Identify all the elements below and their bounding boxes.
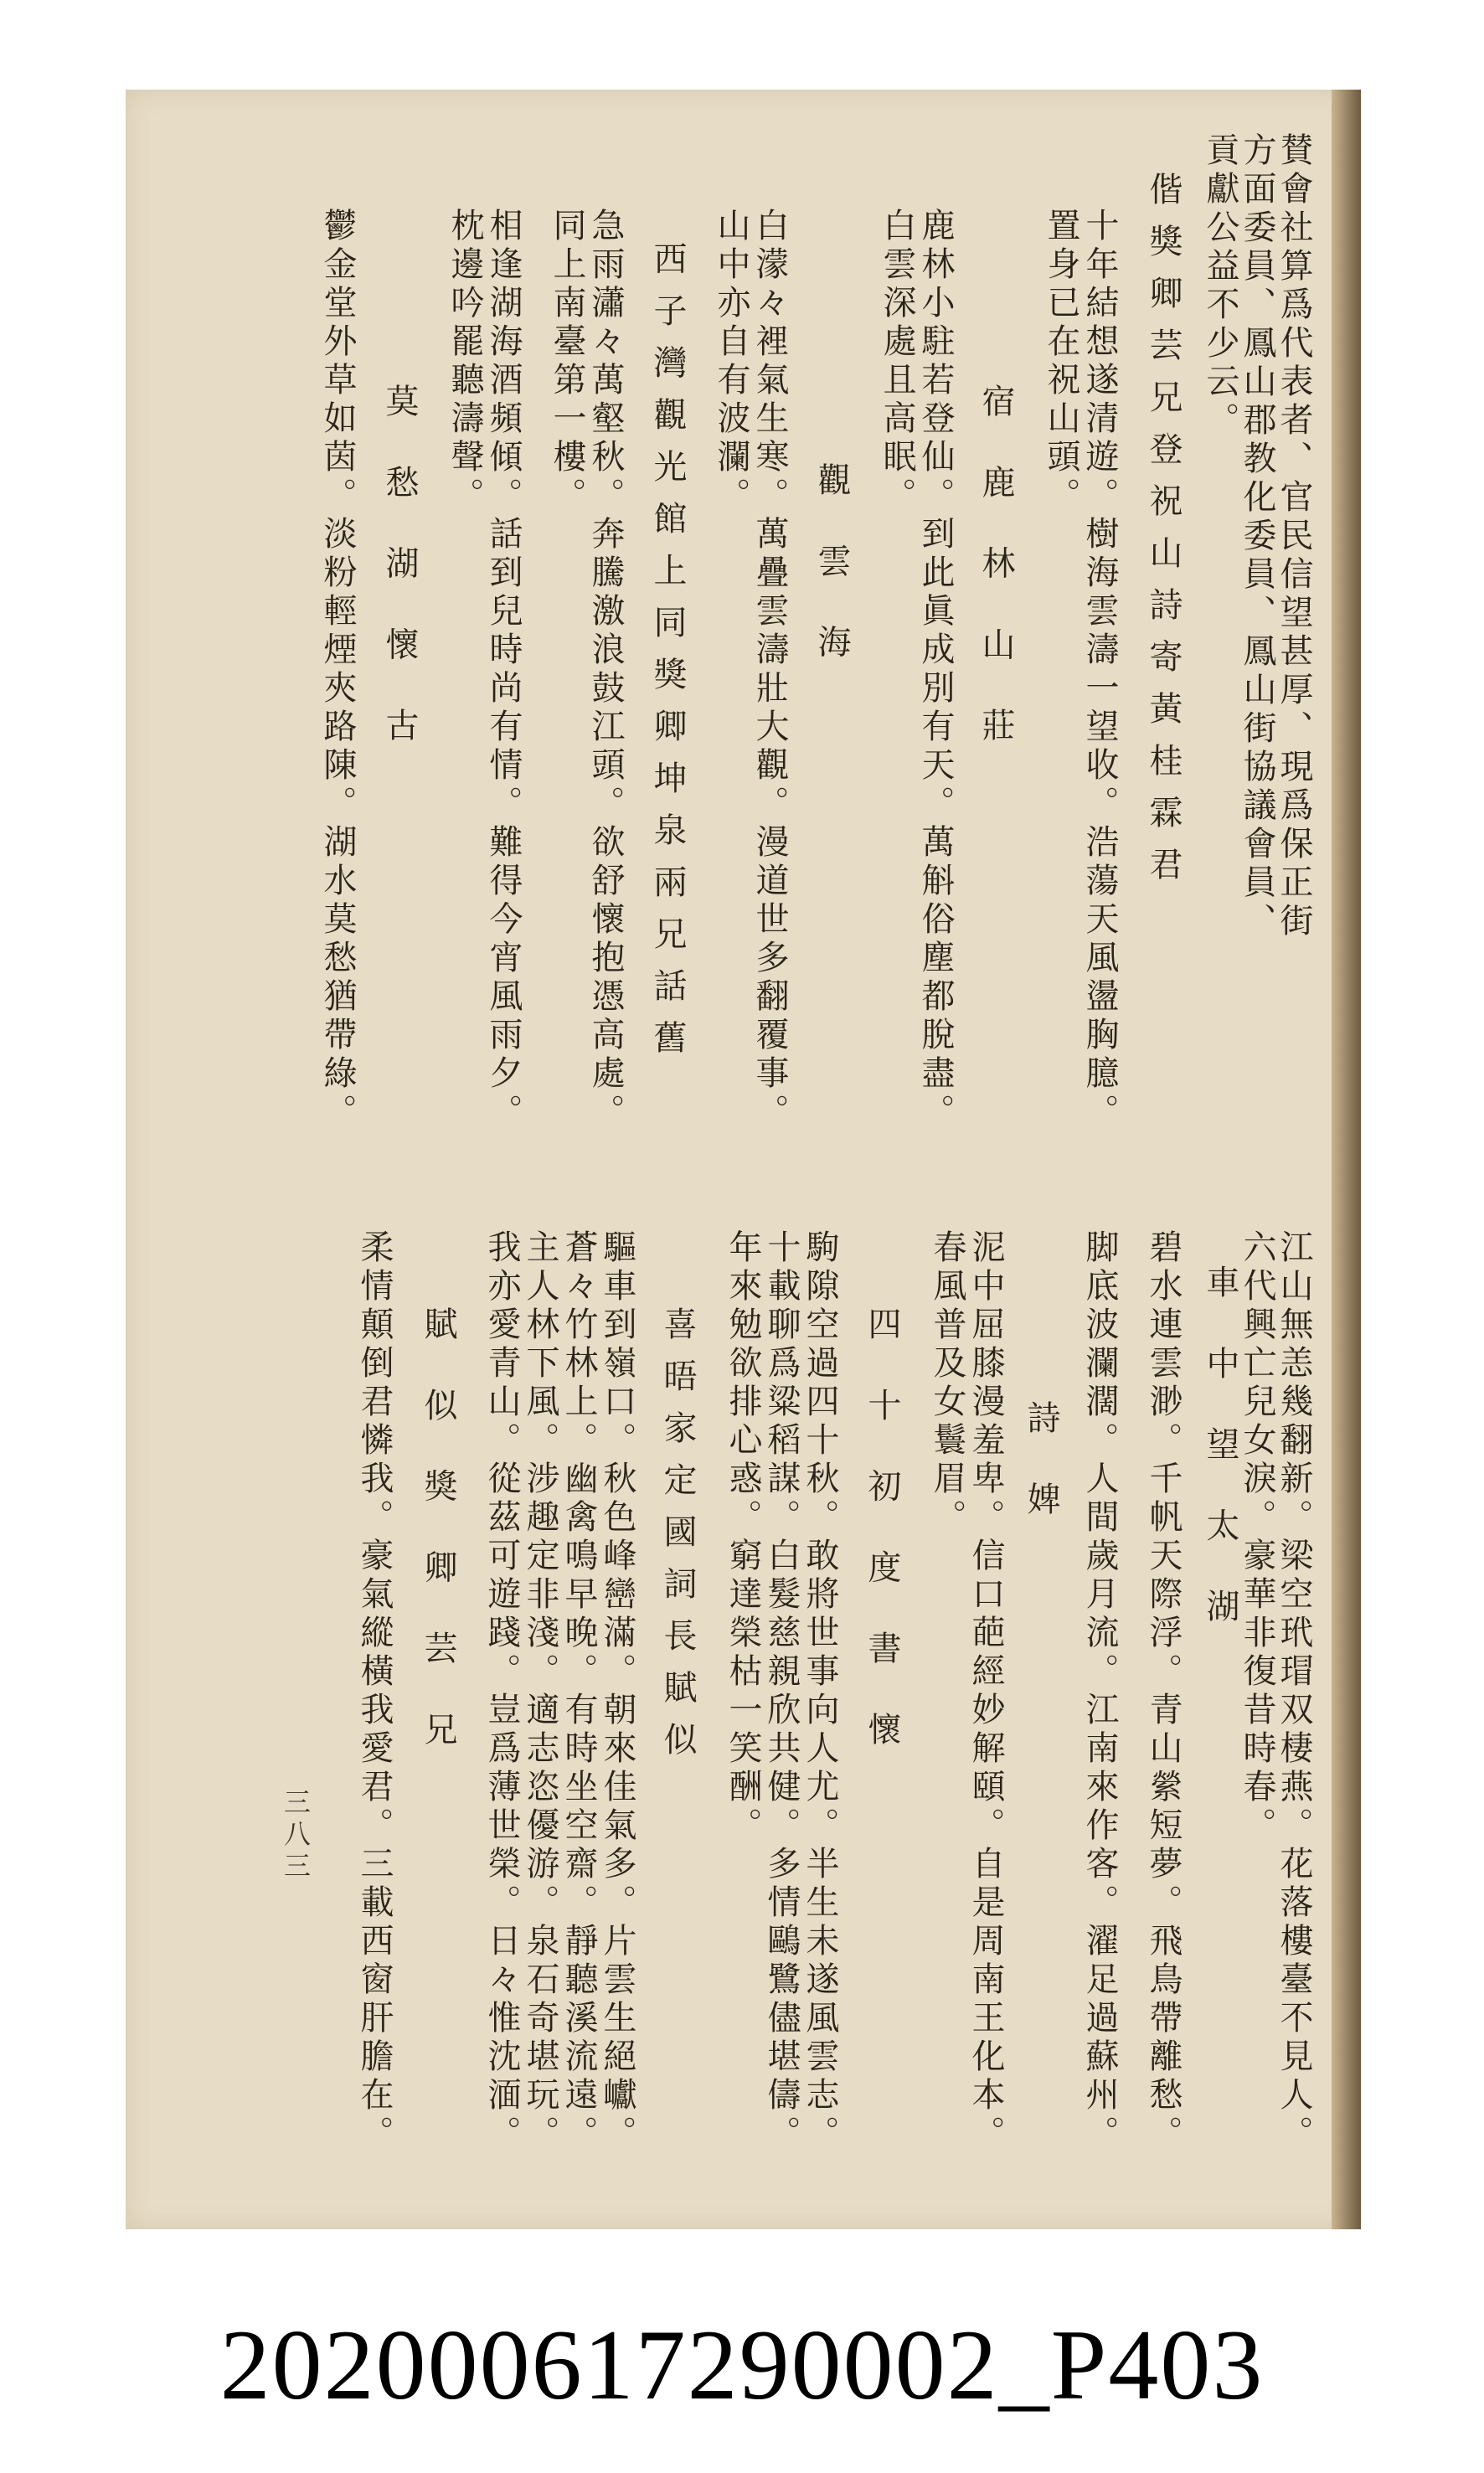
upper-line-9: 白雲深處且高眠。 bbox=[878, 208, 916, 516]
upper-line-8: 鹿林小駐若登仙。到此眞成別有天。萬斛俗塵都脫盡。 bbox=[916, 208, 955, 1132]
lower-line-10: 駒隙空過四十秋。敢將世事向人尤。半生未遂風雲志。 bbox=[801, 1229, 839, 2154]
upper-line-18: 莫 愁 湖 懷 古 bbox=[380, 384, 419, 760]
lower-line-15: 蒼々竹林上。幽禽鳴早晚。有時坐空齋。靜聽溪流遠。 bbox=[559, 1229, 598, 2154]
lower-line-19: 柔情顛倒君憐我。豪氣縱橫我愛君。三載西窗肝膽在。 bbox=[355, 1229, 394, 2154]
lower-line-13: 喜晤家定國詞長賦似 bbox=[658, 1306, 697, 1774]
lower-line-2: 六代興亡兒女淚。豪華非復昔時春。 bbox=[1238, 1229, 1276, 1846]
lower-line-3: 車 中 望 太 湖 bbox=[1201, 1265, 1239, 1641]
upper-line-15: 同上南臺第一樓。 bbox=[548, 208, 586, 516]
upper-line-19: 鬱金堂外草如茵。淡粉輕煙夾路陳。湖水莫愁猶帶綠。 bbox=[318, 208, 357, 1132]
upper-line-2: 方面委員、鳳山郡教化委員、鳳山街協議會員、 bbox=[1238, 132, 1276, 941]
upper-line-14: 急雨瀟々萬壑秋。奔騰激浪鼓江頭。欲舒懷抱憑高處。 bbox=[586, 208, 625, 1132]
lower-line-14: 驅車到嶺口。秋色峰巒滿。朝來佳氣多。片雲生絕巘。 bbox=[598, 1229, 636, 2154]
lower-line-5: 脚底波瀾濶。人間歲月流。江南來作客。濯足過蘇州。 bbox=[1080, 1229, 1119, 2154]
lower-line-7: 泥中屈膝漫羞卑。信口葩經妙解頤。自是周南王化本。 bbox=[966, 1229, 1005, 2154]
upper-line-6: 置身已在祝山頭。 bbox=[1042, 208, 1080, 516]
upper-line-13: 西子灣觀光館上同獎卿坤泉兩兄話舊 bbox=[648, 241, 687, 1072]
lower-line-18: 賦 似 獎 卿 芸 兄 bbox=[419, 1306, 457, 1764]
upper-line-11: 白濛々裡氣生寒。萬疊雲濤壯大觀。漫道世多翻覆事。 bbox=[750, 208, 789, 1132]
lower-line-16: 主人林下風。涉趣定非淺。適志恣優游。泉石奇堪玩。 bbox=[521, 1229, 559, 2154]
lower-line-17: 我亦愛青山。從茲可遊踐。豈爲薄世榮。日々惟沈湎。 bbox=[482, 1229, 521, 2154]
upper-line-5: 十年結想遂清遊。樹海雲濤一望收。浩蕩天風盪胸臆。 bbox=[1080, 208, 1119, 1132]
upper-line-10: 觀 雲 海 bbox=[812, 462, 851, 677]
upper-line-1: 賛會社算爲代表者、官民信望甚厚、現爲保正街 bbox=[1275, 132, 1313, 941]
upper-line-3: 貢獻公益不少云。 bbox=[1201, 132, 1239, 441]
lower-line-8: 春風普及女鬟眉。 bbox=[928, 1229, 966, 1538]
image-id-label: 202000617290002_P403 bbox=[219, 2309, 1265, 2420]
upper-line-4: 偕獎卿芸兄登祝山詩寄黃桂霖君 bbox=[1144, 172, 1183, 899]
upper-line-7: 宿 鹿 林 山 莊 bbox=[976, 384, 1015, 760]
upper-line-12: 山中亦自有波瀾。 bbox=[712, 208, 750, 516]
page-number: 三八三 bbox=[280, 1788, 312, 1883]
lower-line-1: 江山無恙幾翻新。梁空玳瑁双棲燕。花落樓臺不見人。 bbox=[1275, 1229, 1313, 2154]
lower-line-6: 詩 婢 bbox=[1022, 1400, 1060, 1533]
lower-line-11: 十載聊爲粱稻謀。白髮慈親欣共健。多情鷗鷺儘堪儔。 bbox=[762, 1229, 801, 2154]
lower-line-12: 年來勉欲排心惑。窮達榮枯一笑酬。 bbox=[724, 1229, 762, 1846]
upper-line-17: 枕邊吟罷聽濤聲。 bbox=[446, 208, 484, 516]
page-edge bbox=[1332, 90, 1361, 2229]
lower-line-4: 碧水連雲渺。千帆天際浮。青山縈短夢。飛鳥帶離愁。 bbox=[1144, 1229, 1183, 2154]
upper-line-16: 相逢湖海酒頻傾。話到兒時尚有情。難得今宵風雨夕。 bbox=[484, 208, 523, 1132]
lower-line-9: 四 十 初 度 書 懷 bbox=[863, 1306, 901, 1764]
